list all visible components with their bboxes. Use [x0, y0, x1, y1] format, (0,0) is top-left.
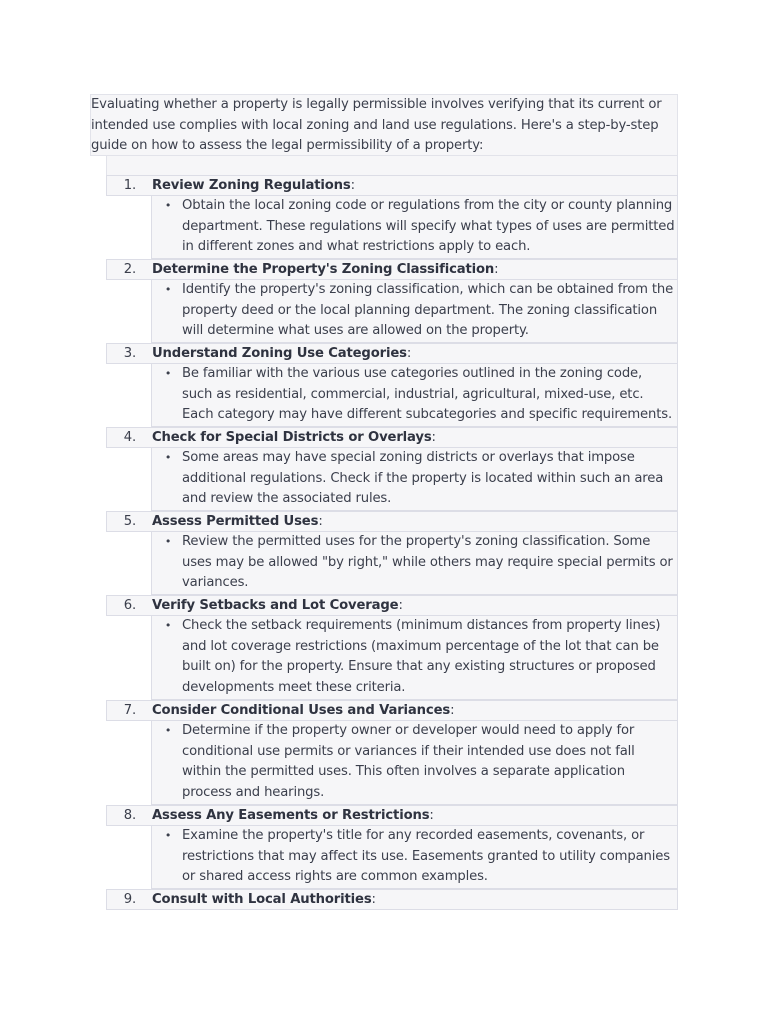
step-header	[106, 511, 678, 532]
step-header	[106, 343, 678, 364]
step-colon: :	[429, 808, 434, 823]
step-colon: :	[494, 262, 499, 277]
step-detail	[151, 532, 678, 595]
spacer	[106, 156, 678, 175]
step-detail	[151, 196, 678, 259]
bullet-icon: •	[164, 724, 172, 737]
step-detail-text: Identify the property's zoning classification, which can be obtained from the property deed or the local planning department. The zoning classification will determine what uses are allowed on the property.	[182, 282, 674, 339]
step-detail-text: Examine the property's title for any recorded easements, covenants, or restrictions that may affect its use. Easements granted to utility companies or shared access rights are common examples.	[182, 828, 670, 885]
list-item	[106, 511, 678, 595]
step-detail	[151, 448, 678, 511]
step-colon: :	[318, 514, 323, 529]
step-number: 2.	[123, 262, 136, 277]
list-item	[106, 700, 678, 805]
step-detail-text: Be familiar with the various use categories outlined in the zoning code, such as residential, commercial, industrial, agricultural, mixed-use, etc. Each category may have different subcategories and specific requirements.	[182, 366, 672, 423]
step-colon: :	[398, 598, 403, 613]
step-detail	[151, 280, 678, 343]
step-title: Assess Permitted Uses	[152, 514, 319, 529]
step-colon: :	[406, 346, 412, 361]
step-header	[106, 889, 678, 910]
step-number: 5.	[123, 514, 136, 529]
bullet-icon: •	[164, 829, 172, 842]
list-item	[106, 175, 678, 259]
step-detail-text: Obtain the local zoning code or regulations from the city or county planning department. These regulations will specify what types of uses are permitted in different zones and what restrictions apply to each.	[182, 198, 675, 255]
list-item	[106, 427, 678, 511]
step-detail-text: Review the permitted uses for the property's zoning classification. Some uses may be allowed "by right," while others may require special permits or variances.	[182, 534, 673, 591]
step-number: 7.	[123, 703, 136, 718]
step-colon: :	[431, 430, 436, 445]
step-detail	[151, 721, 678, 805]
step-number: 9.	[123, 892, 136, 907]
bullet-icon: •	[164, 199, 172, 212]
step-header	[106, 805, 678, 826]
intro-paragraph: Evaluating whether a property is legally permissible involves verifying that its current or intended use complies with local zoning and land use regulations. Here's a step-by-step guide on how to assess the legal permissibility of a property:	[90, 94, 678, 156]
bullet-icon: •	[164, 451, 172, 464]
step-number: 1.	[123, 178, 136, 193]
step-title: Check for Special Districts or Overlays	[152, 430, 432, 445]
step-title: Determine the Property's Zoning Classification	[152, 262, 495, 277]
step-detail	[151, 364, 678, 427]
step-detail-text: Check the setback requirements (minimum distances from property lines) and lot coverage restrictions (maximum percentage of the lot that can be built on) for the property. Ensure that any existing structures or proposed developments meet these criteria.	[182, 618, 661, 696]
bullet-icon: •	[164, 619, 172, 632]
list-item	[106, 889, 678, 910]
step-header	[106, 700, 678, 721]
step-header	[106, 427, 678, 448]
list-item	[106, 805, 678, 889]
step-title: Verify Setbacks and Lot Coverage	[152, 598, 399, 613]
step-detail	[151, 826, 678, 889]
steps-list	[106, 175, 678, 910]
bullet-icon: •	[164, 283, 172, 296]
step-title: Assess Any Easements or Restrictions	[152, 808, 430, 823]
list-item	[106, 343, 678, 427]
document-body	[90, 94, 678, 910]
step-title: Understand Zoning Use Categories	[152, 346, 407, 361]
step-header	[106, 175, 678, 196]
step-detail-text: Some areas may have special zoning districts or overlays that impose additional regulations. Check if the property is located within such an area and review the associated rules.	[182, 450, 664, 507]
step-detail	[151, 616, 678, 700]
step-number: 3.	[123, 346, 136, 361]
step-title: Consider Conditional Uses and Variances	[152, 703, 451, 718]
bullet-icon: •	[164, 535, 172, 548]
list-item	[106, 259, 678, 343]
step-number: 8.	[123, 808, 136, 823]
step-header	[106, 259, 678, 280]
step-colon: :	[371, 892, 376, 907]
step-colon: :	[450, 703, 455, 718]
step-colon: :	[350, 178, 355, 193]
step-title: Consult with Local Authorities	[152, 892, 372, 907]
step-title: Review Zoning Regulations	[152, 178, 351, 193]
step-number: 6.	[123, 598, 136, 613]
step-header	[106, 595, 678, 616]
bullet-icon: •	[164, 367, 172, 380]
step-detail-text: Determine if the property owner or developer would need to apply for conditional use permits or variances if their intended use does not fall within the permitted uses. This often involves a separate application process and hearings.	[182, 723, 635, 801]
step-number: 4.	[123, 430, 136, 445]
list-item	[106, 595, 678, 700]
